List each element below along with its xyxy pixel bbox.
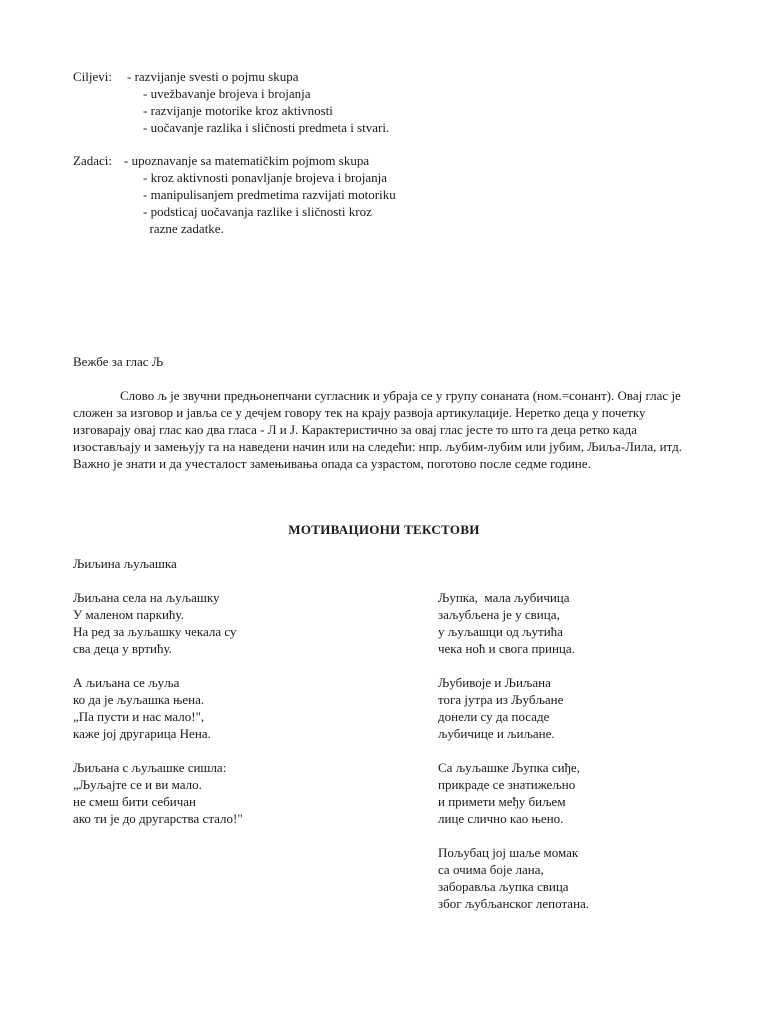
verse-line: и примети међу биљем [438, 794, 566, 809]
verse-line: „Љуљајте се и ви мало. [73, 777, 202, 792]
poem-title: Љиљина љуљашка [73, 556, 177, 571]
verse-line: са очима боје лана, [438, 862, 544, 877]
task-item: - podsticaj uočavanja razlike i sličnosti kroz [143, 204, 372, 219]
stanza [438, 759, 589, 827]
verse-line: заборавља љупка свица [438, 879, 569, 894]
verse-line: Пољубац јој шаље момак [438, 845, 579, 860]
verse-line: у љуљашци од љутића [438, 624, 563, 639]
verse-line: донели су да посаде [438, 709, 550, 724]
goals-label: Ciljevi: [73, 69, 112, 84]
goal-item: - uočavanje razlika i sličnosti predmeta i stvari. [143, 120, 390, 135]
verse-line: чека ноћ и свога принца. [438, 641, 575, 656]
stanza [438, 674, 589, 742]
goals-list [127, 68, 389, 136]
verse-line: љубичице и љиљане. [438, 726, 555, 741]
stanza [438, 589, 589, 657]
tasks-list [124, 152, 396, 237]
stanza [438, 844, 589, 912]
poem-left-column [73, 589, 243, 844]
verse-line: У маленом паркићу. [73, 607, 184, 622]
intro-section [73, 387, 693, 472]
verse-line: прикраде се знатижељно [438, 777, 576, 792]
verse-line: због љубљанског лепотана. [438, 896, 590, 911]
verse-line: ако ти је до другарства стало!" [73, 811, 243, 826]
verse-line: Љупка, мала љубичица [438, 590, 570, 605]
goal-item: - razvijanje svesti o pojmu skupa [127, 69, 299, 84]
stanza [73, 674, 243, 742]
verse-line: лице слично као њено. [438, 811, 564, 826]
intro-paragraph: Слово љ је звучни предњонепчани сугласник и убраја се у групу сонаната (ном.=сонант). Овај глас је сложен за изговор и јавља се у дечјем говору тек на крају развоја артикулације. Неретко деца у почетку изговарају овај глас као два гласа - Л и Ј. Карактеристично за овај глас јесте то што га деца ретко када изостављају и замењују га на наведени начин или на следећи: нпр. љубим-лубим или јубим, Љиља-Лила, итд. Важно је знати и да учесталост замењивања опада са узрастом, поготово после седме године. [73, 388, 682, 471]
verse-line: тога јутра из Љубљане [438, 692, 564, 707]
verse-line: каже јој другарица Нена. [73, 726, 211, 741]
stanza [73, 589, 243, 657]
tasks-label: Zadaci: [73, 153, 112, 168]
verse-line: Са љуљашке Љупка сиђе, [438, 760, 580, 775]
verse-line: Љубивоје и Љиљана [438, 675, 551, 690]
task-item: - manipulisanjem predmetima razvijati motoriku [143, 187, 396, 202]
verse-line: ко да је љуљашка њена. [73, 692, 205, 707]
task-item: razne zadatke. [143, 221, 224, 236]
verse-line: Љиљана села на љуљашку [73, 590, 220, 605]
exercise-heading: Вежбе за глас Љ [73, 354, 164, 369]
verse-line: Љиљана с љуљашке сишла: [73, 760, 227, 775]
goal-item: - uvežbavanje brojeva i brojanja [143, 86, 311, 101]
verse-line: заљубљена је у свица, [438, 607, 560, 622]
verse-line: не смеш бити себичан [73, 794, 196, 809]
task-item: - kroz aktivnosti ponavljanje brojeva i brojanja [143, 170, 388, 185]
verse-line: „Па пусти и нас мало!", [73, 709, 205, 724]
poem-right-column [438, 589, 589, 929]
verse-line: сва деца у вртићу. [73, 641, 172, 656]
goal-item: - razvijanje motorike kroz aktivnosti [143, 103, 333, 118]
verse-line: На ред за љуљашку чекала су [73, 624, 237, 639]
section-title: МОТИВАЦИОНИ ТЕКСТОВИ [288, 522, 480, 537]
task-item: - upoznavanje sa matematičkim pojmom skupa [124, 153, 370, 168]
stanza [73, 759, 243, 827]
verse-line: А љиљана се љуља [73, 675, 180, 690]
